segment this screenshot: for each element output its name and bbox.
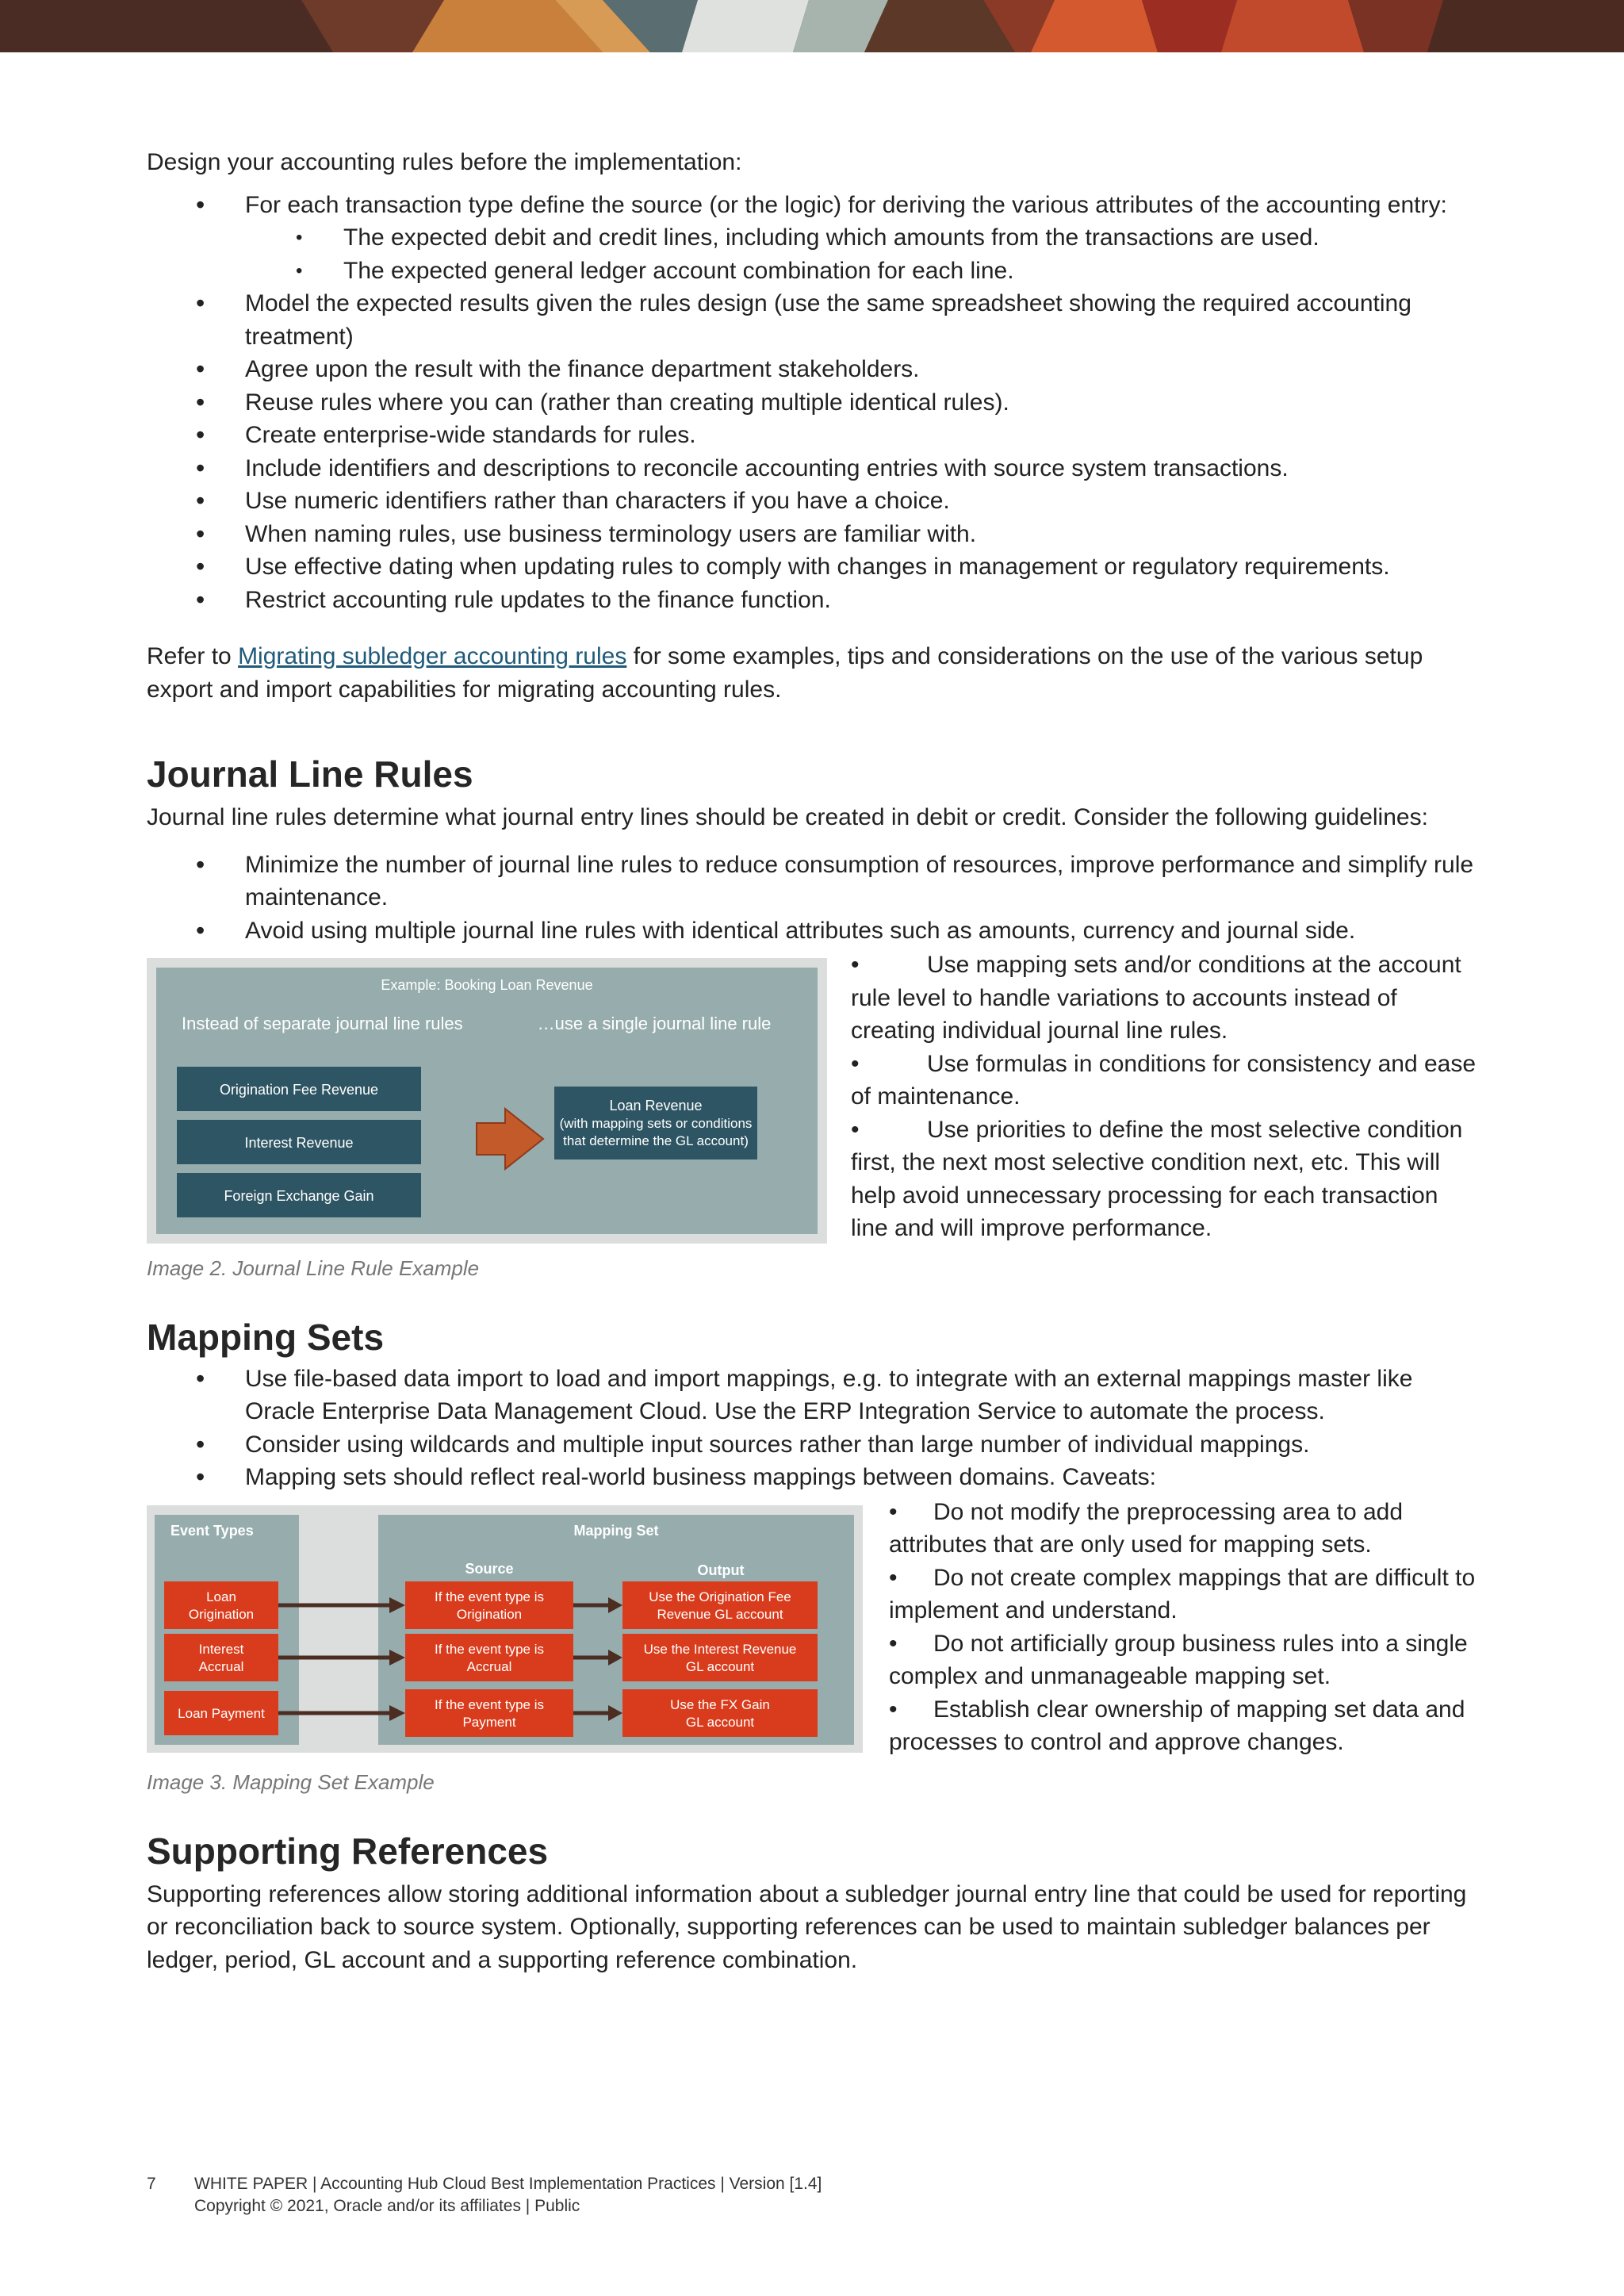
migrating-rules-link[interactable]: Migrating subledger accounting rules <box>238 643 627 669</box>
mapping-set-figure-row <box>147 1496 1479 1759</box>
journal-line-figure-row <box>147 949 1479 1245</box>
loan-revenue-line2: (with mapping sets or conditions <box>559 1116 753 1131</box>
refer-suffix: for some examples, tips and considerations on the use of the various setup export and import capabilities for migrating accounting rules. <box>147 643 1423 703</box>
loan-revenue-line3: that determine the GL account) <box>563 1133 749 1148</box>
side-bullet-text: Establish clear ownership of mapping set data and processes to control and approve changes. <box>889 1696 1465 1755</box>
supporting-references-paragraph: Supporting references allow storing additional information about a subledger journal entry line that could be used for reporting or reconciliation back to source system. Optionally, supporting references can be used to maintain subledger balances per ledger, period, GL account and a supporting reference combination. <box>147 1880 1467 1973</box>
banner-artwork <box>0 0 1624 52</box>
page-content <box>147 146 1479 1976</box>
event-loan-origination-box <box>164 1581 278 1629</box>
source-label-line: If the event type is <box>435 1589 544 1604</box>
output-label-line: Use the Interest Revenue <box>643 1641 797 1657</box>
bullet-symbol: • <box>889 1498 898 1525</box>
bullet-symbol: • <box>889 1696 898 1723</box>
source-label-line: If the event type is <box>435 1641 544 1657</box>
refer-prefix: Refer to <box>147 643 239 669</box>
side-bullet-text: Use priorities to define the most selective condition first, the next most selective condition next, etc. This will help avoid unnecessary processing for each transaction line and will improve performance. <box>851 1116 1463 1241</box>
side-list-item <box>851 1048 1477 1114</box>
journal-line-side-bullets <box>851 949 1477 1245</box>
output-label-line: Use the FX Gain <box>670 1696 770 1712</box>
side-list-item <box>851 1114 1477 1245</box>
side-bullet-text: Use formulas in conditions for consistency and ease of maintenance. <box>851 1050 1477 1110</box>
source-label-line: Origination <box>456 1606 523 1622</box>
refer-paragraph <box>147 640 1479 706</box>
list-item: • Use effective dating when updating rules to comply with changes in management or regulatory requirements. <box>147 550 1479 584</box>
header-banner <box>0 0 1624 52</box>
list-item: • Use file-based data import to load and import mappings, e.g. to integrate with an external mappings master like Oracle Enterprise Data Management Cloud. Use the ERP Integration Service to automate the process. <box>147 1363 1479 1428</box>
output-fx-box <box>622 1689 818 1737</box>
design-intro: Design your accounting rules before the implementation: <box>147 149 742 175</box>
mapping-sets-bullets <box>147 1363 1479 1494</box>
journal-line-rule-diagram <box>147 958 827 1244</box>
source-accrual-box <box>405 1634 573 1681</box>
event-label: Accrual <box>198 1658 244 1674</box>
event-label: Loan <box>206 1589 236 1604</box>
list-item: • Avoid using multiple journal line rules with identical attributes such as amounts, currency and journal side. <box>147 914 1479 948</box>
output-interest-box <box>622 1634 818 1681</box>
list-item: • Use numeric identifiers rather than characters if you have a choice. <box>147 485 1479 518</box>
list-item: • Consider using wildcards and multiple input sources rather than large number of individual mappings. <box>147 1428 1479 1462</box>
side-bullet-text: Do not artificially group business rules into a single complex and unmanageable mapping set. <box>889 1630 1468 1689</box>
right-heading: …use a single journal line rule <box>537 1014 772 1033</box>
source-payment-box <box>405 1689 573 1737</box>
image3-caption: Image 3. Mapping Set Example <box>147 1769 435 1794</box>
source-label-line: Payment <box>462 1714 516 1730</box>
interest-revenue-label: Interest Revenue <box>244 1135 354 1151</box>
origination-fee-label: Origination Fee Revenue <box>219 1082 379 1098</box>
side-list-item <box>889 1693 1479 1759</box>
source-origination-box <box>405 1581 573 1629</box>
diagram-title: Example: Booking Loan Revenue <box>381 977 593 993</box>
bullet-symbol: • <box>851 1116 860 1143</box>
source-label-line: Accrual <box>466 1658 512 1674</box>
event-label: Interest <box>198 1641 244 1657</box>
list-item: • Reuse rules where you can (rather than creating multiple identical rules). <box>147 386 1479 420</box>
bullet-symbol: • <box>851 1050 860 1077</box>
event-label: Loan Payment <box>178 1705 265 1721</box>
output-label: Output <box>697 1562 745 1578</box>
sub-list-item: • The expected general ledger account combination for each line. <box>147 255 1479 288</box>
mapping-sets-heading: Mapping Sets <box>147 1316 385 1358</box>
list-item: • When naming rules, use business terminology users are familiar with. <box>147 518 1479 551</box>
loan-revenue-line1: Loan Revenue <box>609 1098 703 1114</box>
output-label-line: GL account <box>685 1714 755 1730</box>
sub-list-item: • The expected debit and credit lines, including which amounts from the transactions are used. <box>147 221 1479 255</box>
side-list-item <box>889 1562 1479 1627</box>
output-label-line: Revenue GL account <box>657 1606 783 1622</box>
list-item: • Agree upon the result with the finance department stakeholders. <box>147 353 1479 386</box>
list-item: • Model the expected results given the rules design (use the same spreadsheet showing the required accounting treatment) <box>147 287 1479 353</box>
left-heading: Instead of separate journal line rules <box>182 1014 463 1033</box>
source-label: Source <box>465 1560 514 1577</box>
list-item: • Include identifiers and descriptions to reconcile accounting entries with source system transactions. <box>147 452 1479 485</box>
side-list-item <box>889 1496 1479 1562</box>
page-number: 7 <box>147 2175 156 2193</box>
bullet-symbol: • <box>851 952 860 978</box>
image2-caption: Image 2. Journal Line Rule Example <box>147 1255 480 1280</box>
mapping-set-label: Mapping Set <box>573 1522 659 1539</box>
source-label-line: If the event type is <box>435 1696 544 1712</box>
design-bullet-list <box>147 189 1479 617</box>
fx-gain-label: Foreign Exchange Gain <box>224 1188 374 1204</box>
footer-copyright: Copyright © 2021, Oracle and/or its affiliates | Public <box>194 2197 580 2215</box>
output-origination-box <box>622 1581 818 1629</box>
journal-line-rules-heading: Journal Line Rules <box>147 753 473 795</box>
mapping-set-diagram <box>147 1505 863 1753</box>
list-item: • Minimize the number of journal line rules to reduce consumption of resources, improve performance and simplify rule maintenance. <box>147 849 1479 914</box>
event-interest-accrual-box <box>164 1634 278 1681</box>
side-list-item <box>851 949 1477 1048</box>
side-bullet-text: Do not modify the preprocessing area to add attributes that are only used for mapping sets. <box>889 1498 1404 1558</box>
journal-line-rules-bullets <box>147 849 1479 948</box>
output-label-line: GL account <box>685 1658 755 1674</box>
journal-line-rules-paragraph: Journal line rules determine what journal entry lines should be created in debit or credit. Consider the following guidelines: <box>147 804 1428 830</box>
mapping-sets-side-bullets <box>889 1496 1479 1759</box>
list-item: • Mapping sets should reflect real-world business mappings between domains. Caveats: <box>147 1461 1479 1494</box>
list-item: • Restrict accounting rule updates to the finance function. <box>147 584 1479 617</box>
event-label: Origination <box>188 1606 255 1622</box>
side-list-item <box>889 1627 1479 1693</box>
list-item: • Create enterprise-wide standards for rules. <box>147 419 1479 452</box>
supporting-references-heading: Supporting References <box>147 1830 549 1872</box>
footer-title: WHITE PAPER | Accounting Hub Cloud Best Implementation Practices | Version [1.4] <box>194 2175 822 2193</box>
bullet-symbol: • <box>889 1630 898 1657</box>
side-bullet-text: Use mapping sets and/or conditions at the account rule level to handle variations to accounts instead of creating individual journal line rules. <box>851 952 1461 1044</box>
bullet-symbol: • <box>889 1564 898 1591</box>
list-item: • For each transaction type define the source (or the logic) for deriving the various attributes of the accounting entry: <box>147 189 1479 222</box>
output-label-line: Use the Origination Fee <box>649 1589 791 1604</box>
side-bullet-text: Do not create complex mappings that are difficult to implement and understand. <box>889 1564 1476 1623</box>
event-types-label: Event Types <box>170 1522 254 1539</box>
